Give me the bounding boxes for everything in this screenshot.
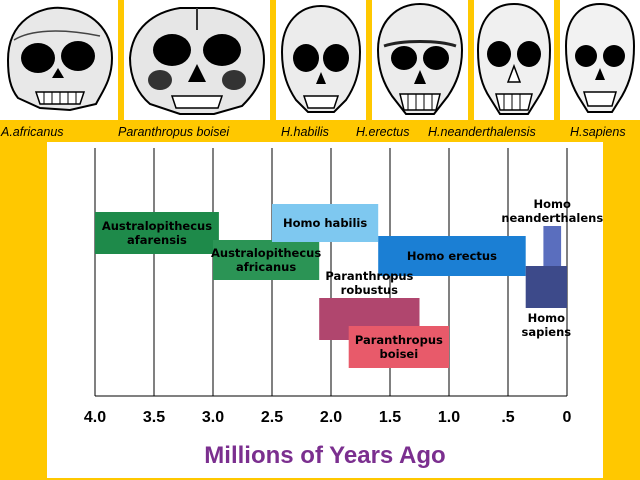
- x-axis-title: Millions of Years Ago: [204, 442, 446, 469]
- skull-image-boisei: [124, 0, 270, 120]
- range-label: Australopithecus: [210, 246, 322, 260]
- skull-sapiens-icon: [560, 0, 640, 120]
- x-tick-label: 3.5: [142, 409, 166, 426]
- range-label: Homo habilis: [282, 216, 368, 230]
- skull-image-habilis: [276, 0, 366, 120]
- range-label: Homo: [533, 197, 571, 211]
- skull-image-sapiens: [560, 0, 640, 120]
- x-tick-label: 2.0: [319, 409, 343, 426]
- range-label: robustus: [340, 283, 399, 297]
- range-label: Homo: [527, 311, 566, 325]
- range-label: Homo erectus: [406, 249, 497, 263]
- skull-neanderthalensis-icon: [474, 0, 554, 120]
- skull-image-africanus: [0, 0, 118, 120]
- skull-label-neanderthalensis: H.neanderthalensis: [428, 125, 536, 139]
- range-label: Australopithecus: [101, 219, 213, 233]
- skull-label-erectus: H.erectus: [356, 125, 410, 139]
- skull-africanus-icon: [0, 0, 118, 120]
- skull-label-habilis: H.habilis: [281, 125, 329, 139]
- skull-label-africanus: A.africanus: [1, 125, 64, 139]
- x-tick-label: 4.0: [83, 409, 107, 426]
- range-label: sapiens: [521, 325, 572, 339]
- range-label: Paranthropus: [325, 269, 414, 283]
- x-tick-label: 3.0: [201, 409, 225, 426]
- timeline-chart: [47, 142, 603, 478]
- skull-label-sapiens: H.sapiens: [570, 125, 626, 139]
- range-label: neanderthalens: [501, 211, 603, 225]
- skull-image-erectus: [372, 0, 468, 120]
- skull-boisei-icon: [124, 0, 270, 120]
- x-tick-label: .5: [501, 409, 515, 426]
- range-bar: [526, 266, 567, 308]
- x-tick-label: 2.5: [260, 409, 284, 426]
- range-bar: [543, 226, 561, 266]
- skull-image-neanderthalensis: [474, 0, 554, 120]
- range-label: afarensis: [127, 233, 187, 247]
- skull-erectus-icon: [372, 0, 468, 120]
- skull-label-boisei: Paranthropus boisei: [118, 125, 230, 139]
- range-label: boisei: [379, 347, 419, 361]
- x-tick-label: 1.0: [437, 409, 461, 426]
- range-label: Paranthropus: [354, 333, 443, 347]
- range-label: africanus: [236, 260, 297, 274]
- timeline-panel: [47, 142, 603, 478]
- skull-habilis-icon: [276, 0, 366, 120]
- x-tick-label: 0: [562, 409, 572, 426]
- x-tick-label: 1.5: [378, 409, 402, 426]
